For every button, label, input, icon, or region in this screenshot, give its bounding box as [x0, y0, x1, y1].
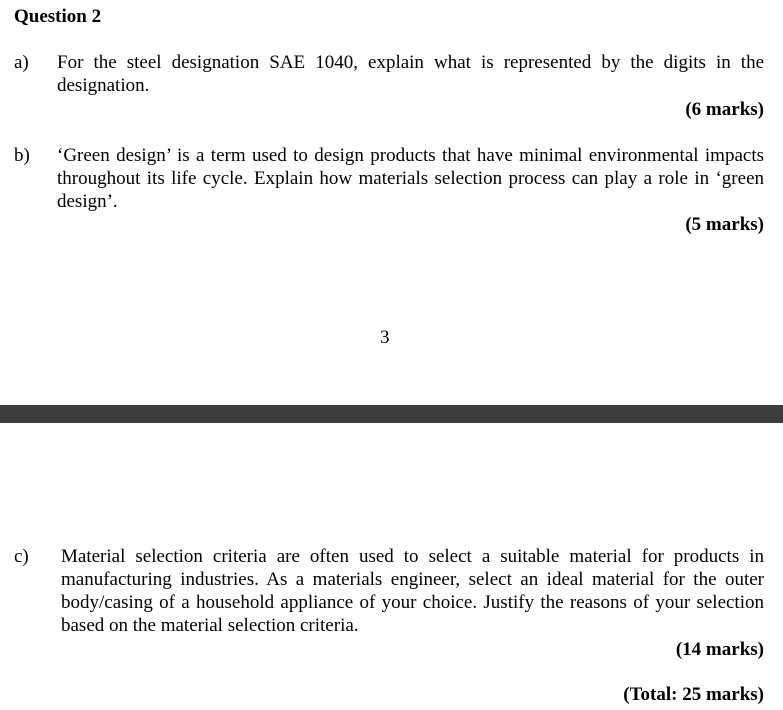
question-title: Question 2 — [14, 6, 102, 27]
part-a-marks: (6 marks) — [685, 99, 764, 120]
part-c-text: Material selection criteria are often used to select a suitable material for products in manufacturing industries. As a materials engineer, select an ideal material for the outer body/casing of a household appliance of your choice. Justify the reasons of your selection based on the material selection criteria. — [61, 546, 764, 636]
part-c-marks: (14 marks) — [675, 639, 764, 660]
part-c-label: c) — [14, 546, 29, 567]
part-b-label: b) — [14, 145, 30, 166]
part-b-text: ‘Green design’ is a term used to design products that have minimal environmental impacts throughout its life cycle. Explain how materials selection process can play a role in ‘green design’. — [57, 145, 764, 212]
page-separator — [0, 405, 783, 423]
part-a-text: For the steel designation SAE 1040, explain what is represented by the digits in the designation. — [57, 52, 764, 96]
page-number: 3 — [380, 327, 390, 348]
document-page-bottom — [0, 423, 783, 710]
part-b-marks: (5 marks) — [685, 214, 764, 235]
part-a-label: a) — [14, 52, 29, 73]
total-marks: (Total: 25 marks) — [623, 684, 764, 705]
